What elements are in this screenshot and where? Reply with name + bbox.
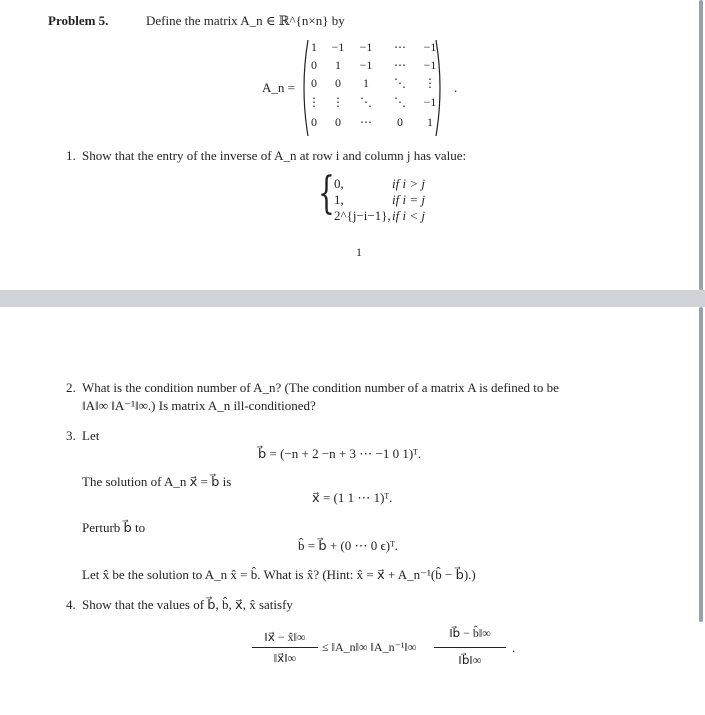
inequality-end: . (512, 640, 516, 655)
matrix-cell: ⋮ (332, 95, 344, 109)
matrix-end: . (454, 80, 458, 95)
q1-number: 1. (66, 148, 76, 163)
q1-text: Show that the entry of the inverse of A_n at row i and column j has value: (82, 148, 467, 163)
q2-line2: ‖A‖∞ ‖A⁻¹‖∞.) Is matrix A_n ill-conditioned? (82, 398, 316, 413)
matrix-cell: −1 (423, 58, 437, 72)
matrix-cell: ⋱ (394, 95, 406, 109)
problem-label: Problem 5. (48, 13, 109, 28)
right-fraction-denominator: ‖b⃗‖∞ (458, 653, 482, 667)
bhat-definition: b̂ = b⃗ + (0 ⋯ 0 ϵ)ᵀ. (298, 538, 399, 553)
case-cond-2: if i = j (392, 192, 425, 207)
perturb-label: Perturb b⃗ to (82, 520, 146, 535)
matrix-cell: −1 (331, 40, 345, 54)
problem-intro: Define the matrix A_n ∈ ℝ^{n×n} by (146, 13, 345, 28)
matrix-cell: ⋮ (308, 95, 320, 109)
x-definition: x⃗ = (1 1 ⋯ 1)ᵀ. (312, 490, 393, 505)
matrix-cell: 1 (311, 40, 317, 54)
q2-line1: What is the condition number of A_n? (The condition number of a matrix A is defined to be (82, 380, 559, 395)
matrix-lhs: A_n = (262, 80, 295, 95)
matrix-cell: 0 (397, 115, 403, 129)
case-cond-1: if i > j (392, 176, 425, 191)
matrix-cell: 0 (335, 76, 341, 90)
case-cond-3: if i < j (392, 208, 425, 223)
page-number: 1 (356, 245, 362, 259)
q2-number: 2. (66, 380, 76, 395)
left-fraction-numerator: ‖x⃗ − x̂‖∞ (264, 630, 306, 644)
matrix-cell: 1 (427, 115, 433, 129)
left-fraction-denominator: ‖x⃗‖∞ (273, 651, 297, 665)
q3-let: Let (82, 428, 100, 443)
case-value-2: 1, (334, 192, 344, 207)
inequality-middle: ≤ ‖A_n‖∞ ‖A_n⁻¹‖∞ (322, 640, 417, 654)
cases-brace: { (318, 168, 335, 219)
xhat-question: Let x̂ be the solution to A_n x̂ = b̂. What is x̂? (Hint: x̂ = x⃗ + A_n⁻¹(b̂ − b⃗).) (82, 567, 476, 582)
b-definition: b⃗ = (−n + 2 −n + 3 ⋯ −1 0 1)ᵀ. (258, 446, 422, 461)
matrix-cell: ⋯ (394, 40, 406, 54)
matrix-cell: 0 (335, 115, 341, 129)
matrix-cell: 1 (335, 58, 341, 72)
matrix-cell: −1 (423, 95, 437, 109)
scrollbar-top[interactable] (699, 0, 703, 290)
matrix-cell: 0 (311, 115, 317, 129)
matrix-cell: ⋯ (394, 58, 406, 72)
q4-text: Show that the values of b⃗, b̂, x⃗, x̂ satisfy (82, 597, 293, 612)
matrix-cell: ⋯ (360, 115, 372, 129)
right-fraction-bar (434, 647, 506, 648)
matrix-cell: −1 (423, 40, 437, 54)
right-fraction-numerator: ‖b⃗ − b̂‖∞ (449, 626, 491, 640)
page-separator (0, 290, 705, 307)
left-fraction-bar (252, 647, 318, 648)
matrix-cell: −1 (359, 40, 373, 54)
matrix-cell: −1 (359, 58, 373, 72)
scrollbar-bottom[interactable] (699, 307, 703, 622)
q4-number: 4. (66, 597, 76, 612)
matrix-cell: ⋱ (360, 95, 372, 109)
case-value-1: 0, (334, 176, 344, 191)
q3-number: 3. (66, 428, 76, 443)
case-value-3: 2^{j−i−1}, (334, 208, 391, 223)
matrix-cell: 0 (311, 58, 317, 72)
solution-label: The solution of A_n x⃗ = b⃗ is (82, 474, 232, 489)
matrix-cell: ⋮ (424, 76, 436, 90)
matrix-cell: 1 (363, 76, 369, 90)
matrix-cell: ⋱ (394, 76, 406, 90)
matrix-cell: 0 (311, 76, 317, 90)
